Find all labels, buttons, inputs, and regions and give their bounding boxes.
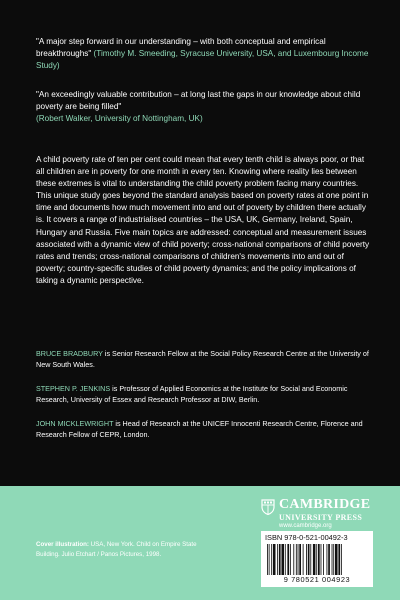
author-bio-text: is Senior Research Fellow at the Social Policy Research Centre at the University of New South Wales. xyxy=(36,349,369,369)
author-bio xyxy=(36,383,372,405)
shield-icon xyxy=(261,499,275,515)
isbn-label: ISBN 978-0-521-00492-3 xyxy=(265,533,348,542)
barcode-block xyxy=(261,531,373,587)
review-quote xyxy=(36,89,372,125)
quote-attribution: (Robert Walker, University of Nottingham, UK) xyxy=(36,114,203,123)
author-name: STEPHEN P. JENKINS xyxy=(36,384,111,393)
publisher-name: CAMBRIDGE xyxy=(279,497,371,512)
publisher-url: www.cambridge.org xyxy=(279,523,332,529)
author-name: BRUCE BRADBURY xyxy=(36,349,103,358)
cover-credit-label: Cover illustration: xyxy=(36,541,89,548)
author-bio xyxy=(36,418,372,440)
author-name: JOHN MICKLEWRIGHT xyxy=(36,419,114,428)
author-bios xyxy=(36,348,372,453)
publisher-subtitle: UNIVERSITY PRESS xyxy=(279,513,363,522)
cover-credit-text: USA, New York. Child on Empire State Building. Julio Etchart / Panos Pictures, 1998. xyxy=(36,541,197,558)
review-quote xyxy=(36,36,372,72)
barcode-icon xyxy=(267,544,367,575)
quote-text: "A major step forward in our understanding – with both conceptual and empirical breakthroughs" xyxy=(36,37,326,58)
quote-text: "An exceedingly valuable contribution – at long last the gaps in our knowledge about child poverty are being filled" xyxy=(36,90,361,111)
cover-credit xyxy=(36,540,214,559)
barcode-number: 9 780521 004923 xyxy=(283,575,351,584)
quote-attribution: (Timothy M. Smeeding, Syracuse University, USA, and Luxembourg Income Study) xyxy=(36,49,369,70)
review-quotes xyxy=(36,36,372,142)
book-description: A child poverty rate of ten per cent could mean that every tenth child is always poor, or that all children are in poverty for one month in every ten. Knowing where reality lies between these extremes is vital to understanding the child poverty problem facing many countries. This unique study goes beyond the standard analysis based on poverty rates at one point in time and documents how much movement into and out of poverty by children there actually is. It covers a range of industrialised countries – the USA, UK, Germany, Ireland, Spain, Hungary and Russia. Five main topics are addressed: conceptual and measurement issues associated with a dynamic view of child poverty; cross-national comparisons of child poverty rates and trends; cross-national comparisons of children's movements into and out of poverty; country-specific studies of child poverty dynamics; and the policy implications of taking a dynamic perspective. xyxy=(36,155,370,285)
author-bio xyxy=(36,348,372,370)
author-bio-text: is Head of Research at the UNICEF Innocenti Research Centre, Florence and Research Fellow of CEPR, London. xyxy=(36,419,363,439)
author-bio-text: is Professor of Applied Economics at the Institute for Social and Economic Research, University of Essex and Research Professor at DIW, Berlin. xyxy=(36,384,348,404)
